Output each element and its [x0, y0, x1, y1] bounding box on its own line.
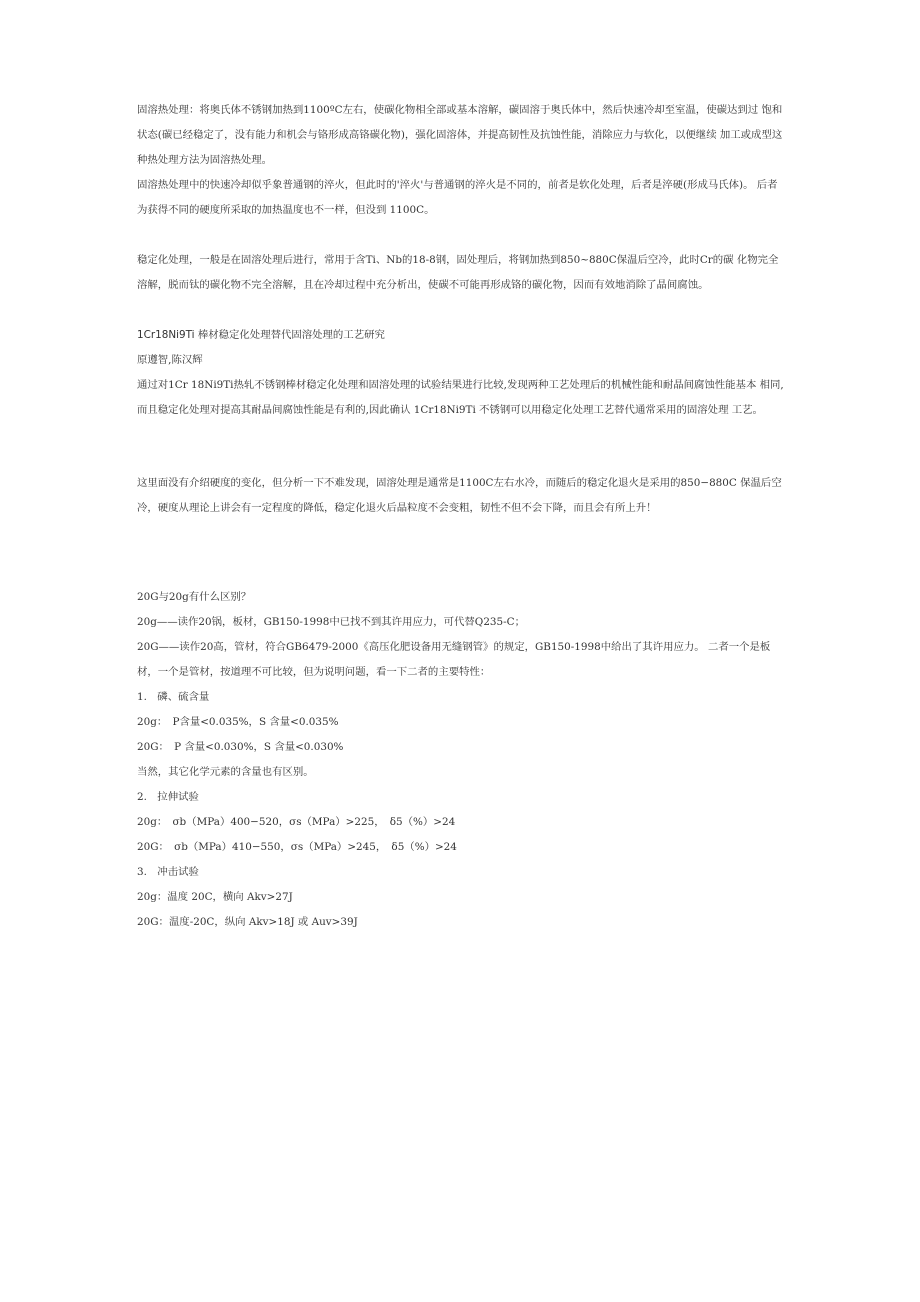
spacer [137, 223, 787, 248]
paragraph-stabilization: 稳定化处理，一般是在固溶处理后进行，常用于含Ti、Nb的18-8钢，固处理后，将钢加热到850~880C保温后空冷，此时Cr的碳 化物完全溶解，脱而钛的碳化物不完全溶解，且在冷却过程中充分析出，使碳不可能再形成铬的碳化物，因而有效地消除了晶间腐蚀。 [137, 254, 779, 291]
item-phosphorus-sulfur-20G: 20G： P 含量<0.030%，S 含量<0.030% [137, 741, 344, 753]
section-stabilization [137, 248, 787, 298]
paragraph-hardness: 这里面没有介绍硬度的变化，但分析一下不难发现，固溶处理是通常是1100C左右水冷，而随后的稳定化退火是采用的850−880C 保温后空冷，硬度从理论上讲会有一定程度的降低，稳定化退火后晶粒度不会变粗，韧性不但不会下降，而且会有所上升！ [137, 477, 782, 514]
article-abstract: 通过对1Cr 18Ni9Ti热轧不锈钢棒材稳定化处理和固溶处理的试验结果进行比较,发现两种工艺处理后的机械性能和耐晶间腐蚀性能基本 相同,而且稳定化处理对提高其耐晶间腐蚀性能是有利的,因此确认 1Cr18Ni9Ti 不锈钢可以用稳定化处理工艺替代通常采用的固溶处理 工艺。 [137, 379, 784, 416]
item-phosphorus-sulfur-note: 当然，其它化学元素的含量也有区别。 [137, 766, 314, 778]
definition-20g: 20g——读作20锅，板材，GB150-1998中已找不到其许用应力，可代替Q235-C； [137, 616, 526, 628]
item-tensile-20G: 20G： σb（MPa）410−550，σs（MPa）>245， δ5（%）>24 [137, 841, 457, 853]
spacer [137, 521, 787, 585]
item-impact-20g: 20g：温度 20C，横向 Akv>27J [137, 891, 293, 903]
item-impact-title: 3. 冲击试验 [137, 866, 199, 878]
section-research-abstract [137, 323, 787, 423]
item-impact-20G: 20G：温度-20C，纵向 Akv>18J 或 Auv>39J [137, 916, 358, 928]
item-phosphorus-sulfur-title: 1. 磷、硫含量 [137, 691, 210, 703]
paragraph-solution-definition: 固溶热处理：将奥氏体不锈钢加热到1100ºC左右，使碳化物相全部或基本溶解，碳固溶于奥氏体中，然后快速冷却至室温，使碳达到过 饱和状态(碳已经稳定了，没有能力和机会与铬形成高铬碳化物)，强化固溶体，并提高韧性及抗蚀性能，消除应力与软化，以便继续 加工或成型这种热处理方法为固溶热处理。 [137, 104, 783, 166]
item-tensile-20g: 20g： σb（MPa）400−520，σs（MPa）>225， δ5（%）>24 [137, 816, 456, 828]
question-heading: 20G与20g有什么区别？ [137, 591, 252, 603]
definition-20G: 20G——读作20高，管材，符合GB6479-2000《高压化肥设备用无缝钢管》的规定，GB150-1998中给出了其许用应力。 二者一个是板材，一个是管材，按道理不可比较，但为说明问题，看一下二者的主要特性： [137, 641, 771, 678]
spacer [137, 423, 787, 471]
item-tensile-title: 2. 拉伸试验 [137, 791, 199, 803]
section-solution-treatment [137, 98, 787, 223]
spacer [137, 298, 787, 323]
article-title: 1Cr18Ni9Ti 棒材稳定化处理替代固溶处理的工艺研究 [137, 329, 385, 341]
item-phosphorus-sulfur-20g: 20g： P含量<0.035%，S 含量<0.035% [137, 716, 339, 728]
paragraph-solution-quench: 固溶热处理中的快速冷却似乎象普通钢的淬火，但此时的'淬火'与普通钢的淬火是不同的，前者是软化处理，后者是淬硬(形成马氏体)。 后者为获得不同的硬度所采取的加热温度也不一样，但没到 1100C。 [137, 179, 778, 216]
section-20g-vs-20G [137, 585, 787, 935]
document-body [137, 98, 787, 935]
section-hardness-analysis [137, 471, 787, 521]
article-authors: 原遵智,陈汉辉 [137, 354, 203, 366]
